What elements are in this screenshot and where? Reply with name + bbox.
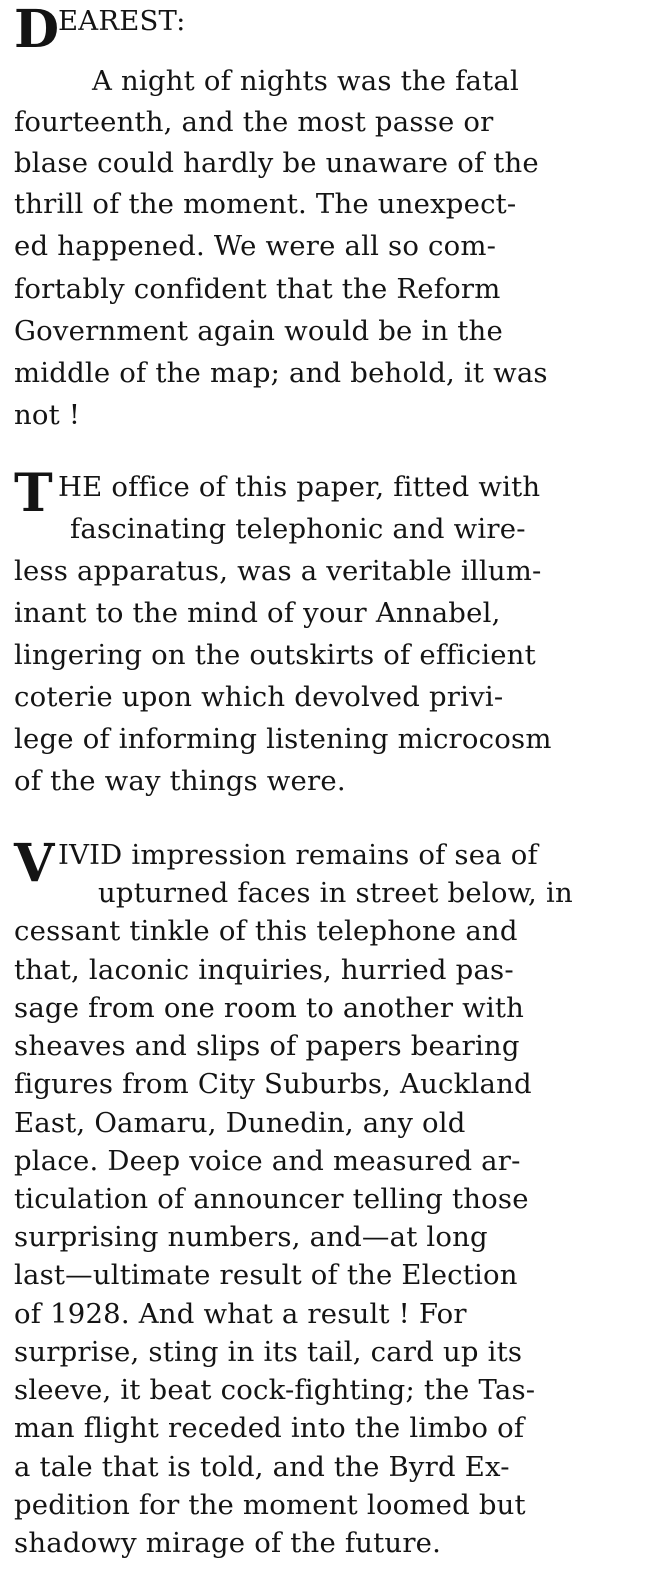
paragraph-1-line: thrill of the moment. The unexpect- [14,188,517,220]
paragraph-2-line: of the way things were. [14,765,346,797]
paragraph-1-line: middle of the map; and behold, it was [14,357,548,389]
paragraph-3-line: IVID impression remains of sea of [58,839,538,871]
salutation-dropcap: D [14,0,60,60]
paragraph-3-line: surprising numbers, and—at long [14,1221,488,1253]
paragraph-3-line: sage from one room to another with [14,992,525,1024]
paragraph-1-line: fortably confident that the Reform [14,273,501,305]
paragraph-2-line: less apparatus, was a veritable illum- [14,555,542,587]
paragraph-1-line: ed happened. We were all so com- [14,230,497,262]
paragraph-1-line: not ! [14,399,81,431]
paragraph-3-line: place. Deep voice and measured ar- [14,1145,521,1177]
paragraph-3-line: of 1928. And what a result ! For [14,1298,467,1330]
paragraph-1-line: Government again would be in the [14,315,503,347]
paragraph-2-line: lege of informing listening microcosm [14,723,552,755]
paragraph-3-line: ticulation of announcer telling those [14,1183,529,1215]
paragraph-2-line: lingering on the outskirts of efficient [14,639,536,671]
paragraph-1-line: blase could hardly be unaware of the [14,147,539,179]
paragraph-3-line: a tale that is told, and the Byrd Ex- [14,1451,510,1483]
paragraph-3-line: man flight receded into the limbo of [14,1412,525,1444]
paragraph-3-line: upturned faces in street below, in [98,877,573,909]
paragraph-2-dropcap: T [14,463,53,524]
paragraph-3-line: surprise, sting in its tail, card up its [14,1336,523,1368]
paragraph-3-line: cessant tinkle of this telephone and [14,915,518,947]
paragraph-2-line: inant to the mind of your Annabel, [14,597,501,629]
paragraph-3-line: East, Oamaru, Dunedin, any old [14,1107,466,1139]
paragraph-2-line: fascinating telephonic and wire- [70,513,526,545]
paragraph-1-line: A night of nights was the fatal [92,65,519,97]
salutation-text: EAREST: [58,5,186,37]
paragraph-3-dropcap: V [14,833,55,894]
paragraph-1-line: fourteenth, and the most passe or [14,106,494,138]
paragraph-3-line: pedition for the moment loomed but [14,1489,526,1521]
paragraph-2-line: coterie upon which devolved privi- [14,681,504,713]
paragraph-3-line: shadowy mirage of the future. [14,1527,442,1559]
paragraph-3-line: figures from City Suburbs, Auckland [14,1068,532,1100]
paragraph-3-line: that, laconic inquiries, hurried pas- [14,954,514,986]
paragraph-2-line: HE office of this paper, fitted with [58,471,541,503]
paragraph-3-line: last—ultimate result of the Election [14,1259,518,1291]
paragraph-3-line: sheaves and slips of papers bearing [14,1030,520,1062]
paragraph-3-line: sleeve, it beat cock-fighting; the Tas- [14,1374,536,1406]
